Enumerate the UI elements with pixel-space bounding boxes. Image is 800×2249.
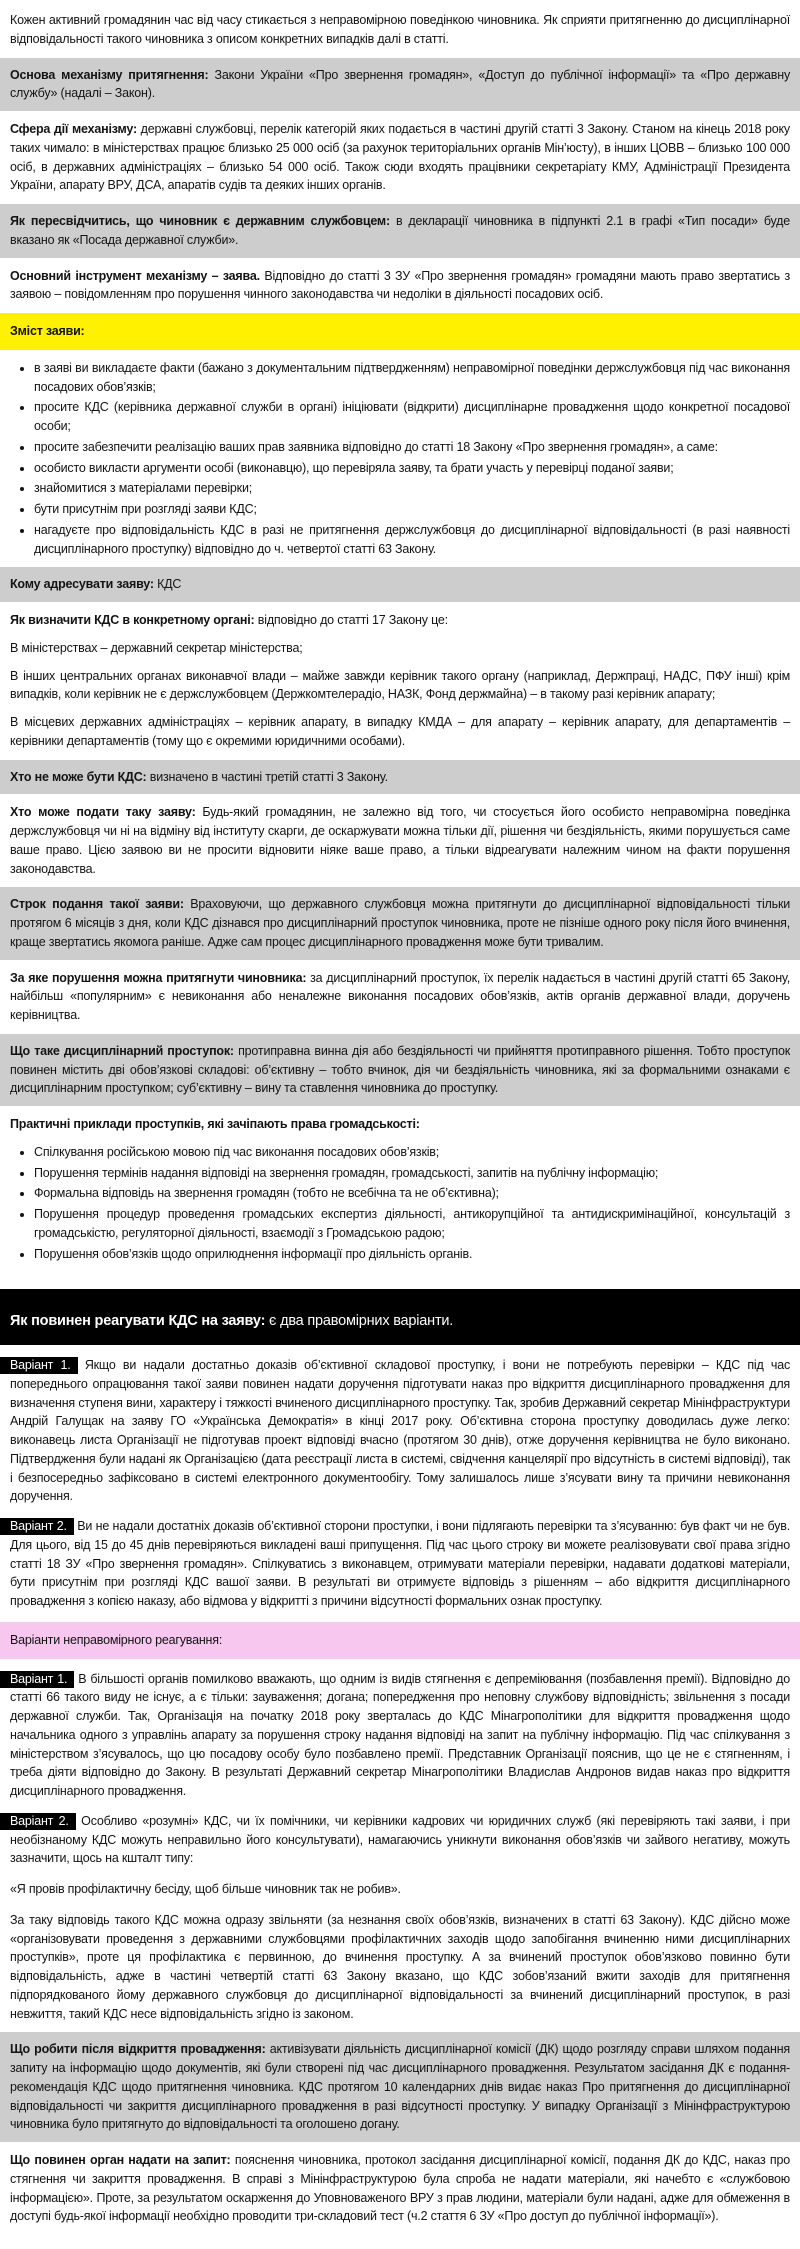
after-opening-lead: Що робити після відкриття провадження:	[10, 2042, 266, 2057]
other-bodies-paragraph: В інших центральних органах виконавчої влади – майже завжди керівник такого органу (наприклад, Держпраці, НАДС, ПФУ інші) крім випадків, коли керівник не є держслужбовцем (Держкомтелерадіо, НАЗК, Фонд держмайна) – в такому разі керівник апарату;	[10, 668, 790, 702]
reaction-banner-text: є два правомірних варіанти.	[265, 1313, 454, 1330]
offense-def-band	[0, 1034, 800, 1106]
lawful-variant-1	[10, 1356, 790, 1506]
list-item: • просите забезпечити реалізацію ваших прав заявника відповідно до статті 18 Закону «Про звернення громадян», а саме:	[34, 438, 790, 457]
after-opening-band	[0, 2032, 800, 2142]
determine-text: відповідно до статті 17 Закону це:	[254, 613, 448, 627]
verify-band	[0, 204, 800, 258]
list-item: • Порушення процедур проведення громадських експертиз діяльності, антикорупційної та антидискримінаційної, консультацій з громадськістю, регуляторної діяльності, взаємодії з Громадською радою;	[34, 1205, 790, 1243]
instrument-lead: Основний інструмент механізму – заява.	[10, 268, 260, 283]
offense-def-text: протиправна винна дія або бездіяльності чи прийняття протиправного рішення. Тобто проступок повинен містить дві обов’язкові складові: об’єктивну – тобто вчинок, дія чи бездіяльність чиновника, які за формальними ознаками є дисциплінарним проступком; суб’єктивну – вину та ставлення чиновника до проступку.	[10, 1043, 791, 1096]
variant-2-chip: Варіант 2.	[0, 1518, 74, 1535]
list-item: • особисто викласти аргументи особі (виконавцю), що перевіряла заяву, та брати участь у перевірці поданої заяви;	[34, 459, 790, 478]
who-cannot-band	[0, 760, 800, 795]
scope-paragraph	[10, 120, 790, 195]
examples-heading: Практичні приклади проступків, які зачіпають права громадськості:	[10, 1117, 420, 1131]
determine-paragraph	[10, 611, 790, 630]
list-item: • знайомитися з матеріалами перевірки;	[34, 479, 790, 498]
unlawful-variant-1	[10, 1670, 790, 1801]
request-lead: Що повинен орган надати на запит:	[10, 2153, 231, 2167]
scope-lead: Сфера дії механізму:	[10, 122, 137, 136]
reaction-banner-lead: Як повинен реагувати КДС на заяву:	[10, 1313, 266, 1330]
variant-1-chip: Варіант 1.	[0, 1357, 78, 1374]
instrument-text: Відповідно до статті 3 ЗУ «Про звернення громадян» громадяни мають право звертатись з заявою – повідомленням про порушення чинного законодавства чи недоліки в діяльності посадових осіб.	[10, 268, 790, 302]
basis-text: Закони України «Про звернення громадян», «Доступ до публічної інформації» та «Про державну службу» (надалі – Закон).	[10, 67, 790, 101]
violations-paragraph	[10, 969, 790, 1025]
basis-lead: Основа механізму притягнення:	[10, 67, 209, 82]
who-can-text: Будь-який громадянин, не залежно від того, чи стосується його особисто неправомірна поведінка держслужбовця чи ні на відміну від інституту скарги, де оскаржувати можна тільки дії, рішення чи бездіяльність, якими порушується саме ваше право. Цією заявою ви не просити відновити ніяке ваше право, а тільки відреагувати належним чином на факти порушення законодавства.	[10, 805, 790, 876]
unlawful-variant-1-text: В більшості органів помилково вважають, що одним із видів стягнення є депреміювання (позбавлення премії). Відповідно до статті 66 такого виду не існує, а є тільки: зауваження; догана; попередження про неповну службову відповідність; звільнення з посади державної служби. Так, Організація на початку 2018 року зверталась до КДС Мінагрополітики для відкриття провадження щодо начальника одного з управлінь апарату за порушення строку надання відповіді на запит на публічну інформацію. Під час спілкування з міністерством з’ясувалось, що цю посадову особу було позбавлено премії. Представник Організації пояснив, що це не є стягненням, і треба діяти відповідно до Закону. В результаті Державний секретар Мінагрополітики Владислав Андронов видав наказ про відкриття дисциплінарного провадження.	[10, 1671, 790, 1798]
unlawful-banner: Варіанти неправомірного реагування:	[0, 1622, 800, 1659]
addressee-lead: Кому адресувати заяву:	[10, 577, 154, 592]
list-item: • в заяві ви викладаєте факти (бажано з документальним підтвердженням) неправомірної поведінки держслужбовця під час виконання посадових обов’язків;	[34, 359, 790, 397]
who-can-lead: Хто може подати таку заяву:	[10, 805, 196, 820]
list-item: • Спілкування російською мовою під час виконання посадових обов’язків;	[34, 1143, 790, 1162]
examples-items-list	[10, 1143, 790, 1264]
deadline-lead: Строк подання такої заяви:	[10, 897, 184, 912]
request-text: пояснення чиновника, протокол засідання дисциплінарної комісії, подання ДК до КДС, наказ про стягнення чи закриття провадження. В справі з Мінінфраструктурою була спроба не надати матеріали, які начебто є «службовою інформацією». Проте, за результатом оскарження до Уповноваженого ВРУ з прав людини, матеріали були надані, адже для обмеження в доступі будь-якої інформації необхідно проводити три-складовий тест (ч.2 стаття 6 ЗУ «Про доступ до публічної інформації»).	[10, 2153, 790, 2224]
who-can-paragraph	[10, 803, 790, 878]
local-admin-paragraph: В місцевих державних адміністраціях – керівник апарату, в випадку КМДА – для апарату – керівник апарату, для департаментів – керівники департаментів (тому що є окремими юридичними особами).	[10, 715, 790, 748]
unlawful-variant-2	[10, 1812, 790, 1868]
offense-def-lead: Що таке дисциплінарний проступок:	[10, 1043, 234, 1058]
instrument-paragraph	[10, 267, 790, 305]
verify-lead: Як пересвідчитись, що чиновник є державним службовцем:	[10, 214, 390, 228]
reaction-banner	[0, 1289, 800, 1345]
content-heading-band: Зміст заяви:	[0, 313, 800, 350]
variant-1-chip: Варіант 1.	[0, 1671, 74, 1688]
scope-text: державні службовці, перелік категорій яких подається в частині другій статті 3 Закону. Станом на кінець 2018 року таких чимало: в міністерствах працює близько 25 000 осіб (за рахунок територіальних органів Мін’юсту), в інших ЦОВВ – близько 100 000 осіб, в державних адміністраціях – близько 54 000 осіб. Також сюди входять працівники секретаріату КМУ, Адміністрації Президента України, апарату ВРУ, ДСА, апаратів судів та деяких інших органів.	[10, 122, 790, 193]
verify-text: в декларації чиновника в підпункті 2.1 в графі «Тип посади» буде вказано як «Посада державної служби».	[10, 214, 790, 247]
unlawful-variant-2-text: Особливо «розумні» КДС, чи їх помічники, чи керівники кадрових чи юридичних служб (які перевіряють такі заяви, і при необізнаному КДС можуть неправильно його консультувати), намагаючись уникнути виконання обов’язків чи зайвого негативу, можуть зазначити, щось на кшталт типу:	[10, 1813, 791, 1866]
addressee-text: КДС	[153, 577, 182, 592]
request-paragraph	[10, 2151, 790, 2226]
list-item: • бути присутнім при розгляді заяви КДС;	[34, 500, 790, 519]
intro-paragraph: Кожен активний громадянин час від часу стикається з неправомірною поведінкою чиновника. Як сприяти притягненню до дисциплінарної відповідальності такого чиновника з описом конкретних випадків далі в статті.	[10, 13, 790, 46]
who-cannot-lead: Хто не може бути КДС:	[10, 769, 147, 784]
list-item: • Порушення обов’язків щодо оприлюднення інформації про діяльність органів.	[34, 1245, 790, 1264]
content-items-list	[10, 359, 790, 559]
after-opening-text: активізувати діяльність дисциплінарної комісії (ДК) щодо розгляду справи шляхом подання запиту на інформацію щодо документів, які були створені під час дисциплінарного провадження. Результатом засідання ДК є подання-рекомендація КДС щодо притягнення чиновника. КДС протягом 10 календарних днів видає наказ Про притягнення до дисциплінарної відповідальності чи закриття дисциплінарного провадження в разі відсутності проступку. У випадку Організації з Мінінфраструктурою чиновника було притягнуто до відповідальності та оголошено догану.	[10, 2042, 790, 2132]
lawful-variant-1-text: Якщо ви надали достатньо доказів об’єктивної складової проступку, і вони не потребують перевірки – КДС під час попереднього опрацювання такої заяви повинен надати доручення підготувати наказ про відкриття дисциплінарного провадження для визначення ступеня вини, характеру і тяжкості вчиненого дисциплінарного проступку. Так, зробив Державний секретар Мінінфраструктури Андрій Галущак на заяву ГО «Українська Демократія» в кінці 2017 року. Об’єктивна сторона проступку доводилась дуже легко: виконавець листа Організації не підготував проект відповіді вчасно (протягом 30 днів), отже доручення керівництва не було виконано. Підтвердження були надані як Організацією (дата реєстрації листа в системі, свідчення канцелярії про відсутність в системі відповіді), так і безпосередньо зафіксовано в системі електронного документообігу. Тому залишалось лише з’ясувати вину та причини невиконання доручення.	[10, 1358, 790, 1504]
deadline-text: Враховуючи, що державного службовця можна притягнути до дисциплінарної відповідальності тільки протягом 6 місяців з дня, коли КДС дізнався про дисциплінарний проступок чиновника, проте не пізніше одного року після його вчинення, краще звертатись якомога раніше. Адже сам процес дисциплінарного провадження може бути тривалим.	[10, 897, 790, 949]
list-item: • нагадуєте про відповідальність КДС в разі не притягнення держслужбовця до дисциплінарної відповідальності (в разі наявності дисциплінарного проступку) відповідно до ч. четвертої статті 63 Закону.	[34, 521, 790, 559]
violations-lead: За яке порушення можна притягнути чиновника:	[10, 970, 307, 985]
list-item: • Порушення термінів надання відповіді на звернення громадян, громадськості, запитів на публічну інформацію;	[34, 1164, 790, 1183]
addressee-band	[0, 567, 800, 602]
determine-lead: Як визначити КДС в конкретному органі:	[10, 613, 255, 627]
who-cannot-text: визначено в частині третій статті 3 Закону.	[146, 769, 388, 784]
ministries-paragraph: В міністерствах – державний секретар міністерства;	[10, 640, 303, 655]
lawful-variant-2-text: Ви не надали достатніх доказів об’єктивної сторони проступки, і вони підлягають перевірки та з’ясуванню: був факт чи не був. Для цього, від 15 до 45 днів перевіряються викладені ваші припущення. Під час цього строку ви можете реалізовувати свої права згідно статті 18 ЗУ «Про звернення громадян». Спілкуватись з виконавцем, отримувати матеріали перевірки, надавати додаткові матеріали, бути присутнім при розгляді КДС вашої заяви. В результаті ви отримуєте відповідь з рішенням – або відкриття дисциплінарного провадження з копією наказу, або відмова у відкритті з причини відсутності формальних ознак проступку.	[10, 1519, 790, 1608]
variant-2-chip: Варіант 2.	[0, 1813, 76, 1830]
dismissal-paragraph: За таку відповідь такого КДС можна одразу звільняти (за незнання своїх обов’язків, визначених в статті 63 Закону). КДС дійсно може «організовувати проведення з державними службовцями профілактичних заходів щодо запобігання вчиненню ними дисциплінарних проступків», проте ця профілактика є первинною, до вчинення проступку. А за вчинений проступок обов’язково повинно бути відповідальність, адже в частині четвертій статті 63 Закону вказано, що КДС зобов’язаний вжити заходів для притягнення підпорядкованого йому державного службовця до дисциплінарної відповідальності за вчинений дисциплінарний проступок, в разі невжиття, такий КДС несе відповідальність згідно із законом.	[10, 1912, 790, 2021]
list-item: • просите КДС (керівника державної служби в органі) ініціювати (відкрити) дисциплінарне провадження щодо конкретної посадової особи;	[34, 398, 790, 436]
quote-paragraph: «Я провів профілактичну бесіду, щоб більше чиновник так не робив».	[10, 1882, 401, 1896]
basis-band	[0, 58, 800, 112]
deadline-band	[0, 887, 800, 959]
list-item: • Формальна відповідь на звернення громадян (тобто не всебічна та не об’єктивна);	[34, 1184, 790, 1203]
violations-text: за дисциплінарний проступок, їх перелік надається в частині другій статті 65 Закону, найбільш «популярним» є невиконання або неналежне виконання посадових обов’язків, актів органів державної влади, доручень керівництва.	[10, 970, 790, 1022]
lawful-variant-2	[10, 1517, 790, 1611]
